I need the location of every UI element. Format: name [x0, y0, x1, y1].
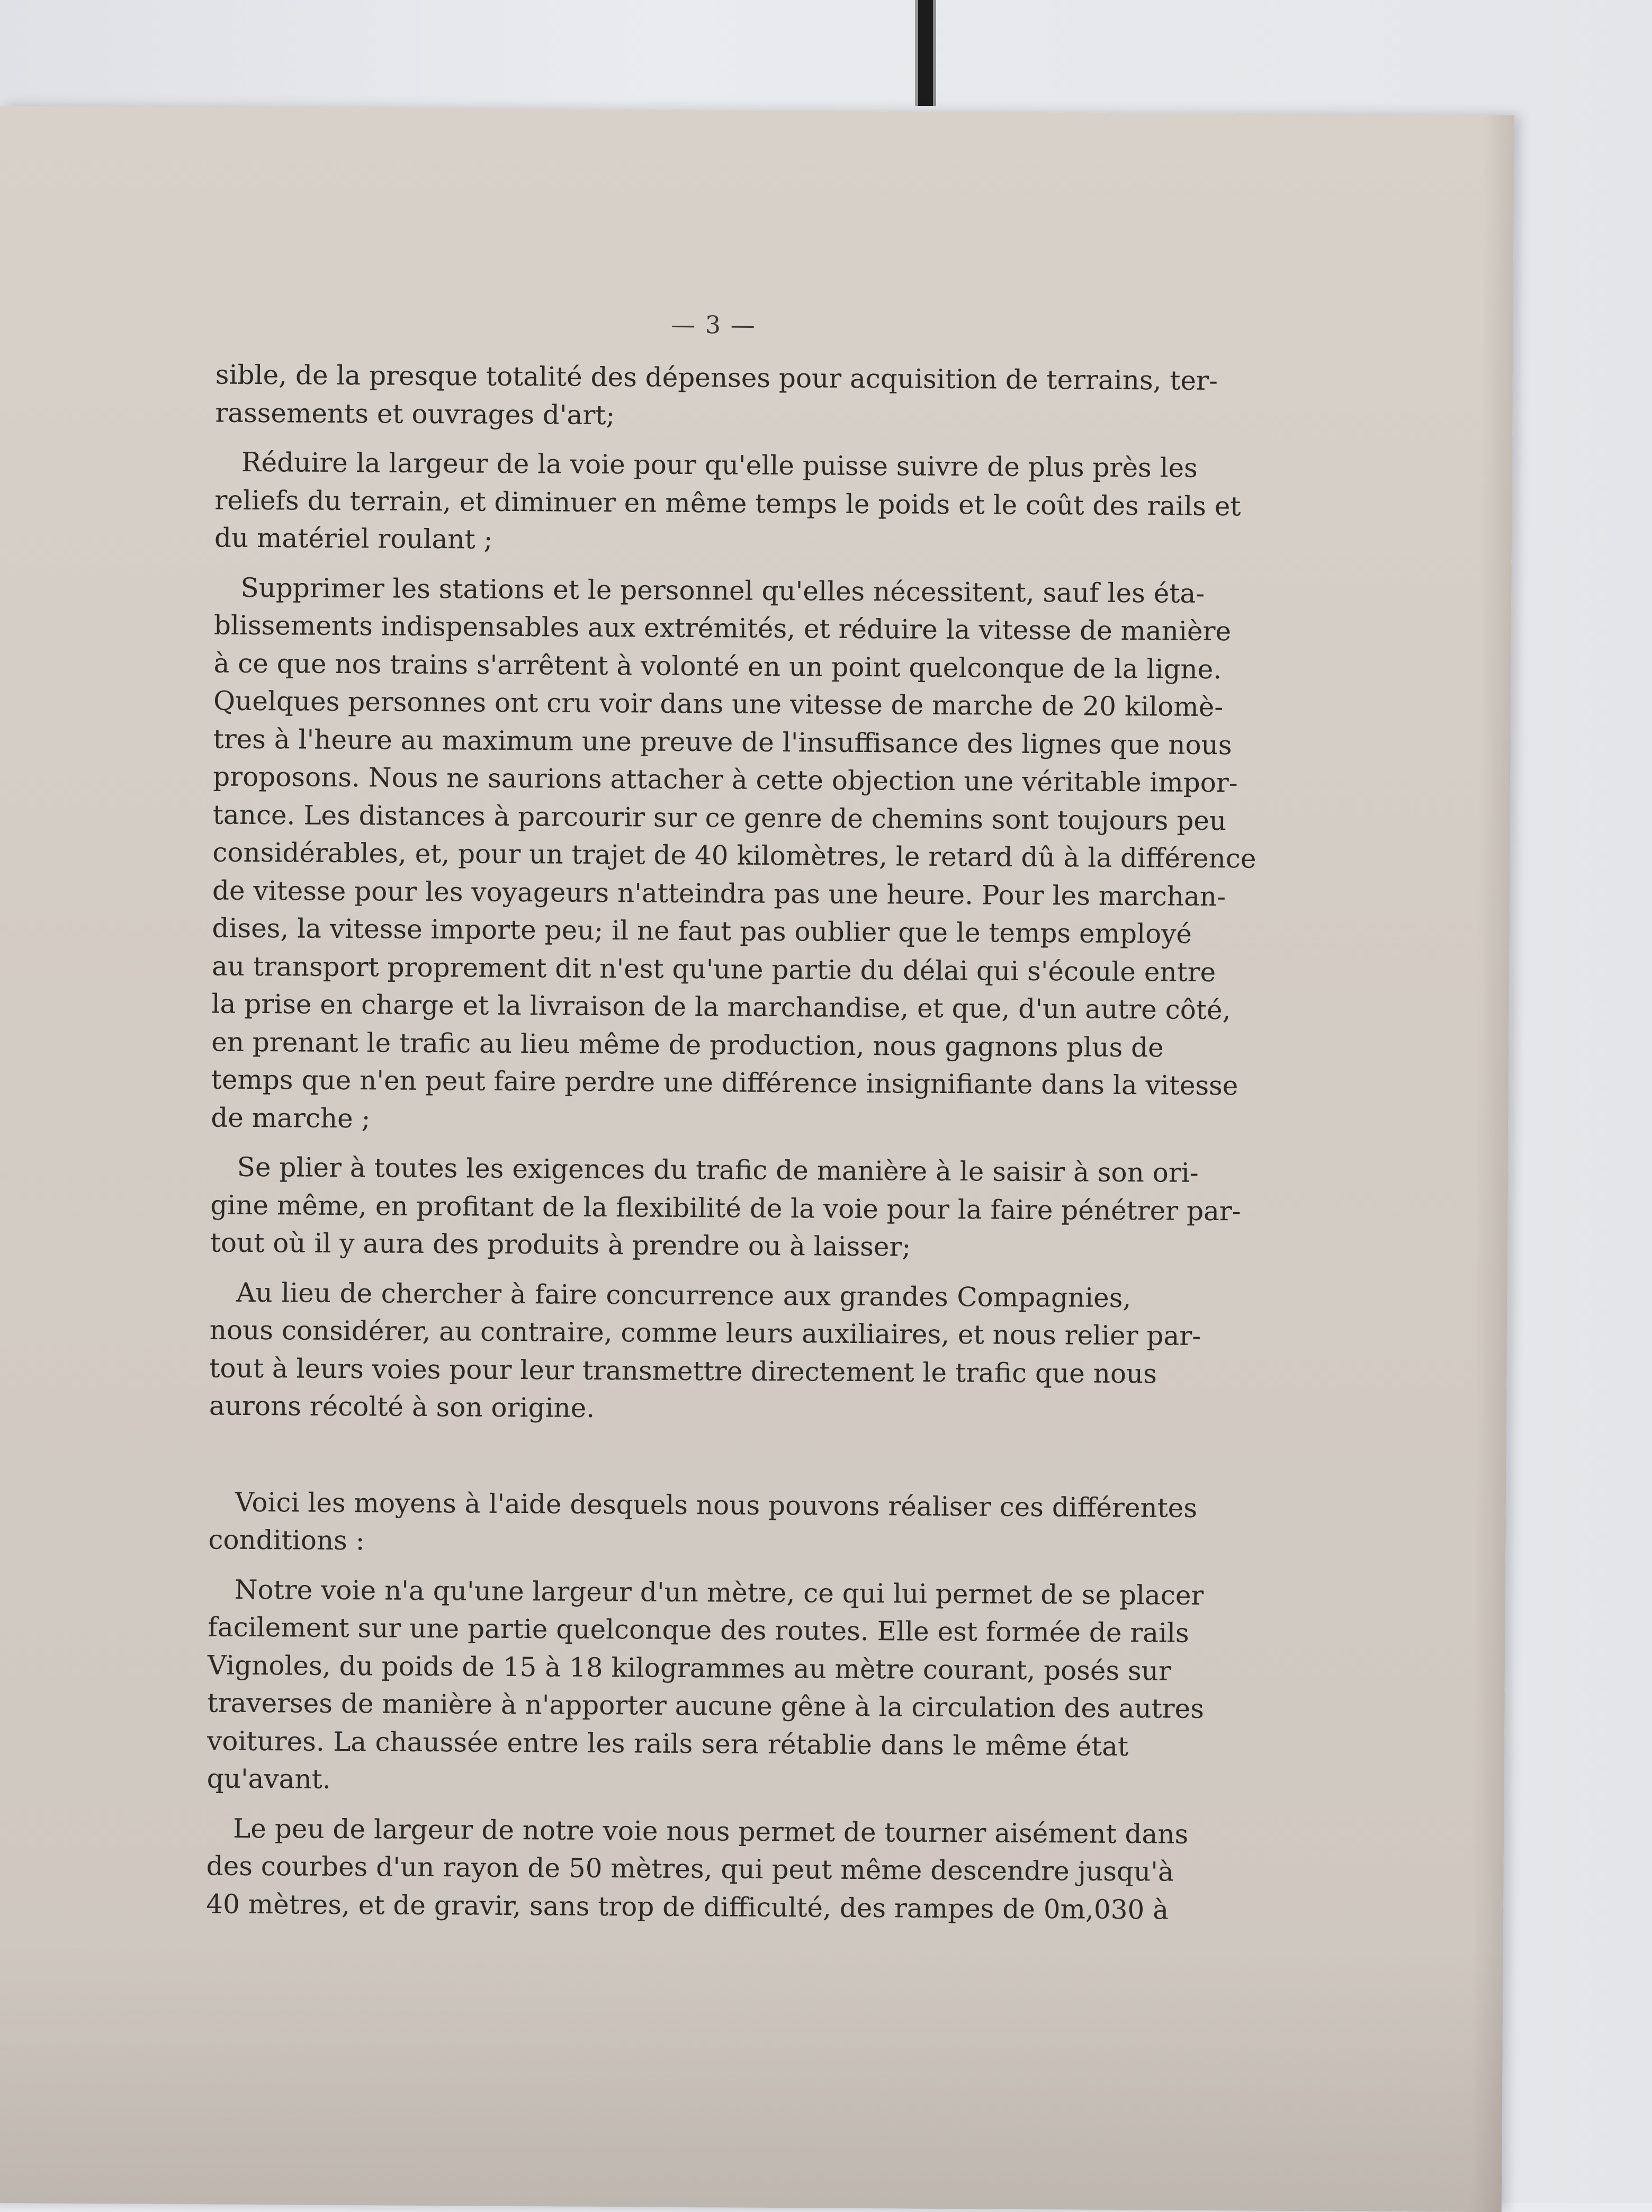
- body-text: [206, 356, 1256, 1940]
- text-line: de vitesse pour les voyageurs n'atteindra pas une heure. Pour les marchan-: [212, 874, 1226, 912]
- text-line: Voici les moyens à l'aide desquels nous pouvons réaliser ces différentes: [235, 1486, 1198, 1524]
- text-line: dises, la vitesse importe peu; il ne faut pas oublier que le temps employé: [212, 912, 1192, 950]
- text-line: temps que n'en peut faire perdre une différence insignifiante dans la vitesse: [211, 1064, 1238, 1101]
- paragraph: [209, 1274, 1201, 1431]
- text-line: Au lieu de chercher à faire concurrence aux grandes Compagnies,: [236, 1277, 1132, 1313]
- text-line: au transport proprement dit n'est qu'une partie du délai qui s'écoule entre: [211, 950, 1216, 988]
- page-clip: [915, 0, 936, 106]
- text-line: des courbes d'un rayon de 50 mètres, qui peut même descendre jusqu'à: [206, 1850, 1174, 1887]
- text-line: conditions :: [208, 1524, 365, 1556]
- text-line: nous considérer, au contraire, comme leurs auxiliaires, et nous relier par-: [209, 1314, 1201, 1351]
- page-bottom-shadow: [0, 1938, 1503, 2212]
- text-line: tres à l'heure au maximum une preuve de l'insuffisance des lignes que nous: [213, 723, 1232, 760]
- text-line: traverses de manière à n'apporter aucune gêne à la circulation des autres: [207, 1687, 1205, 1724]
- text-line: la prise en charge et la livraison de la marchandise, et que, d'un autre côté,: [211, 988, 1231, 1026]
- text-line: Supprimer les stations et le personnel qu'elles nécessitent, sauf les éta-: [240, 572, 1205, 609]
- text-line: considérables, et, pour un trajet de 40 kilomètres, le retard dû à la différence: [212, 837, 1256, 874]
- text-line: à ce que nos trains s'arrêtent à volonté en un point quelconque de la ligne.: [213, 647, 1222, 685]
- text-line: 40 mètres, et de gravir, sans trop de difficulté, des rampes de 0m,030 à: [206, 1888, 1169, 1926]
- text-line: voitures. La chaussée entre les rails sera rétablie dans le même état: [206, 1725, 1129, 1762]
- text-line: blissements indispensables aux extrémités, et réduire la vitesse de manière: [213, 610, 1232, 647]
- paragraph: [206, 1810, 1189, 1929]
- text-line: Vignoles, du poids de 15 à 18 kilogrammes au mètre courant, posés sur: [207, 1649, 1171, 1687]
- paragraph: [215, 356, 1218, 437]
- text-line: Notre voie n'a qu'une largeur d'un mètre, ce qui lui permet de se placer: [234, 1574, 1204, 1611]
- text-line: Quelques personnes ont cru voir dans une vitesse de marche de 20 kilomè-: [213, 685, 1224, 723]
- text-line: aurons récolté à son origine.: [209, 1390, 595, 1423]
- text-line: tout à leurs voies pour leur transmettre directement le trafic que nous: [209, 1352, 1157, 1389]
- text-line: de marche ;: [211, 1101, 371, 1134]
- paragraph: [210, 1148, 1241, 1267]
- text-line: gine même, en profitant de la flexibilité de la voie pour la faire pénétrer par-: [210, 1189, 1241, 1226]
- paragraph: [211, 569, 1256, 1142]
- text-line: du matériel roulant ;: [214, 522, 493, 555]
- text-line: Réduire la largeur de la voie pour qu'elle puisse suivre de plus près les: [241, 446, 1198, 483]
- paragraph: [214, 443, 1241, 562]
- text-line: sible, de la presque totalité des dépenses pour acquisition de terrains, ter-: [215, 359, 1218, 397]
- text-line: Le peu de largeur de notre voie nous permet de tourner aisément dans: [232, 1813, 1189, 1850]
- page-number: — 3 —: [671, 310, 756, 339]
- text-line: tout où il y aura des produits à prendre ou à laisser;: [210, 1227, 911, 1262]
- text-line: en prenant le trafic au lieu même de production, nous gagnons plus de: [211, 1026, 1164, 1063]
- text-line: tance. Les distances à parcourir sur ce genre de chemins sont toujours peu: [212, 799, 1227, 836]
- paragraph: [206, 1571, 1205, 1804]
- text-line: proposons. Nous ne saurions attacher à cette objection une véritable impor-: [213, 761, 1238, 799]
- text-line: qu'avant.: [206, 1763, 331, 1795]
- text-line: reliefs du terrain, et diminuer en même temps le poids et le coût des rails et: [214, 484, 1241, 522]
- text-line: facilement sur une partie quelconque des routes. Elle est formée de rails: [208, 1611, 1189, 1649]
- text-line: Se plier à toutes les exigences du trafic de manière à le saisir à son ori-: [237, 1151, 1199, 1188]
- paragraph: [208, 1483, 1198, 1565]
- document-page: [0, 106, 1514, 2212]
- text-line: rassements et ouvrages d'art;: [215, 397, 615, 431]
